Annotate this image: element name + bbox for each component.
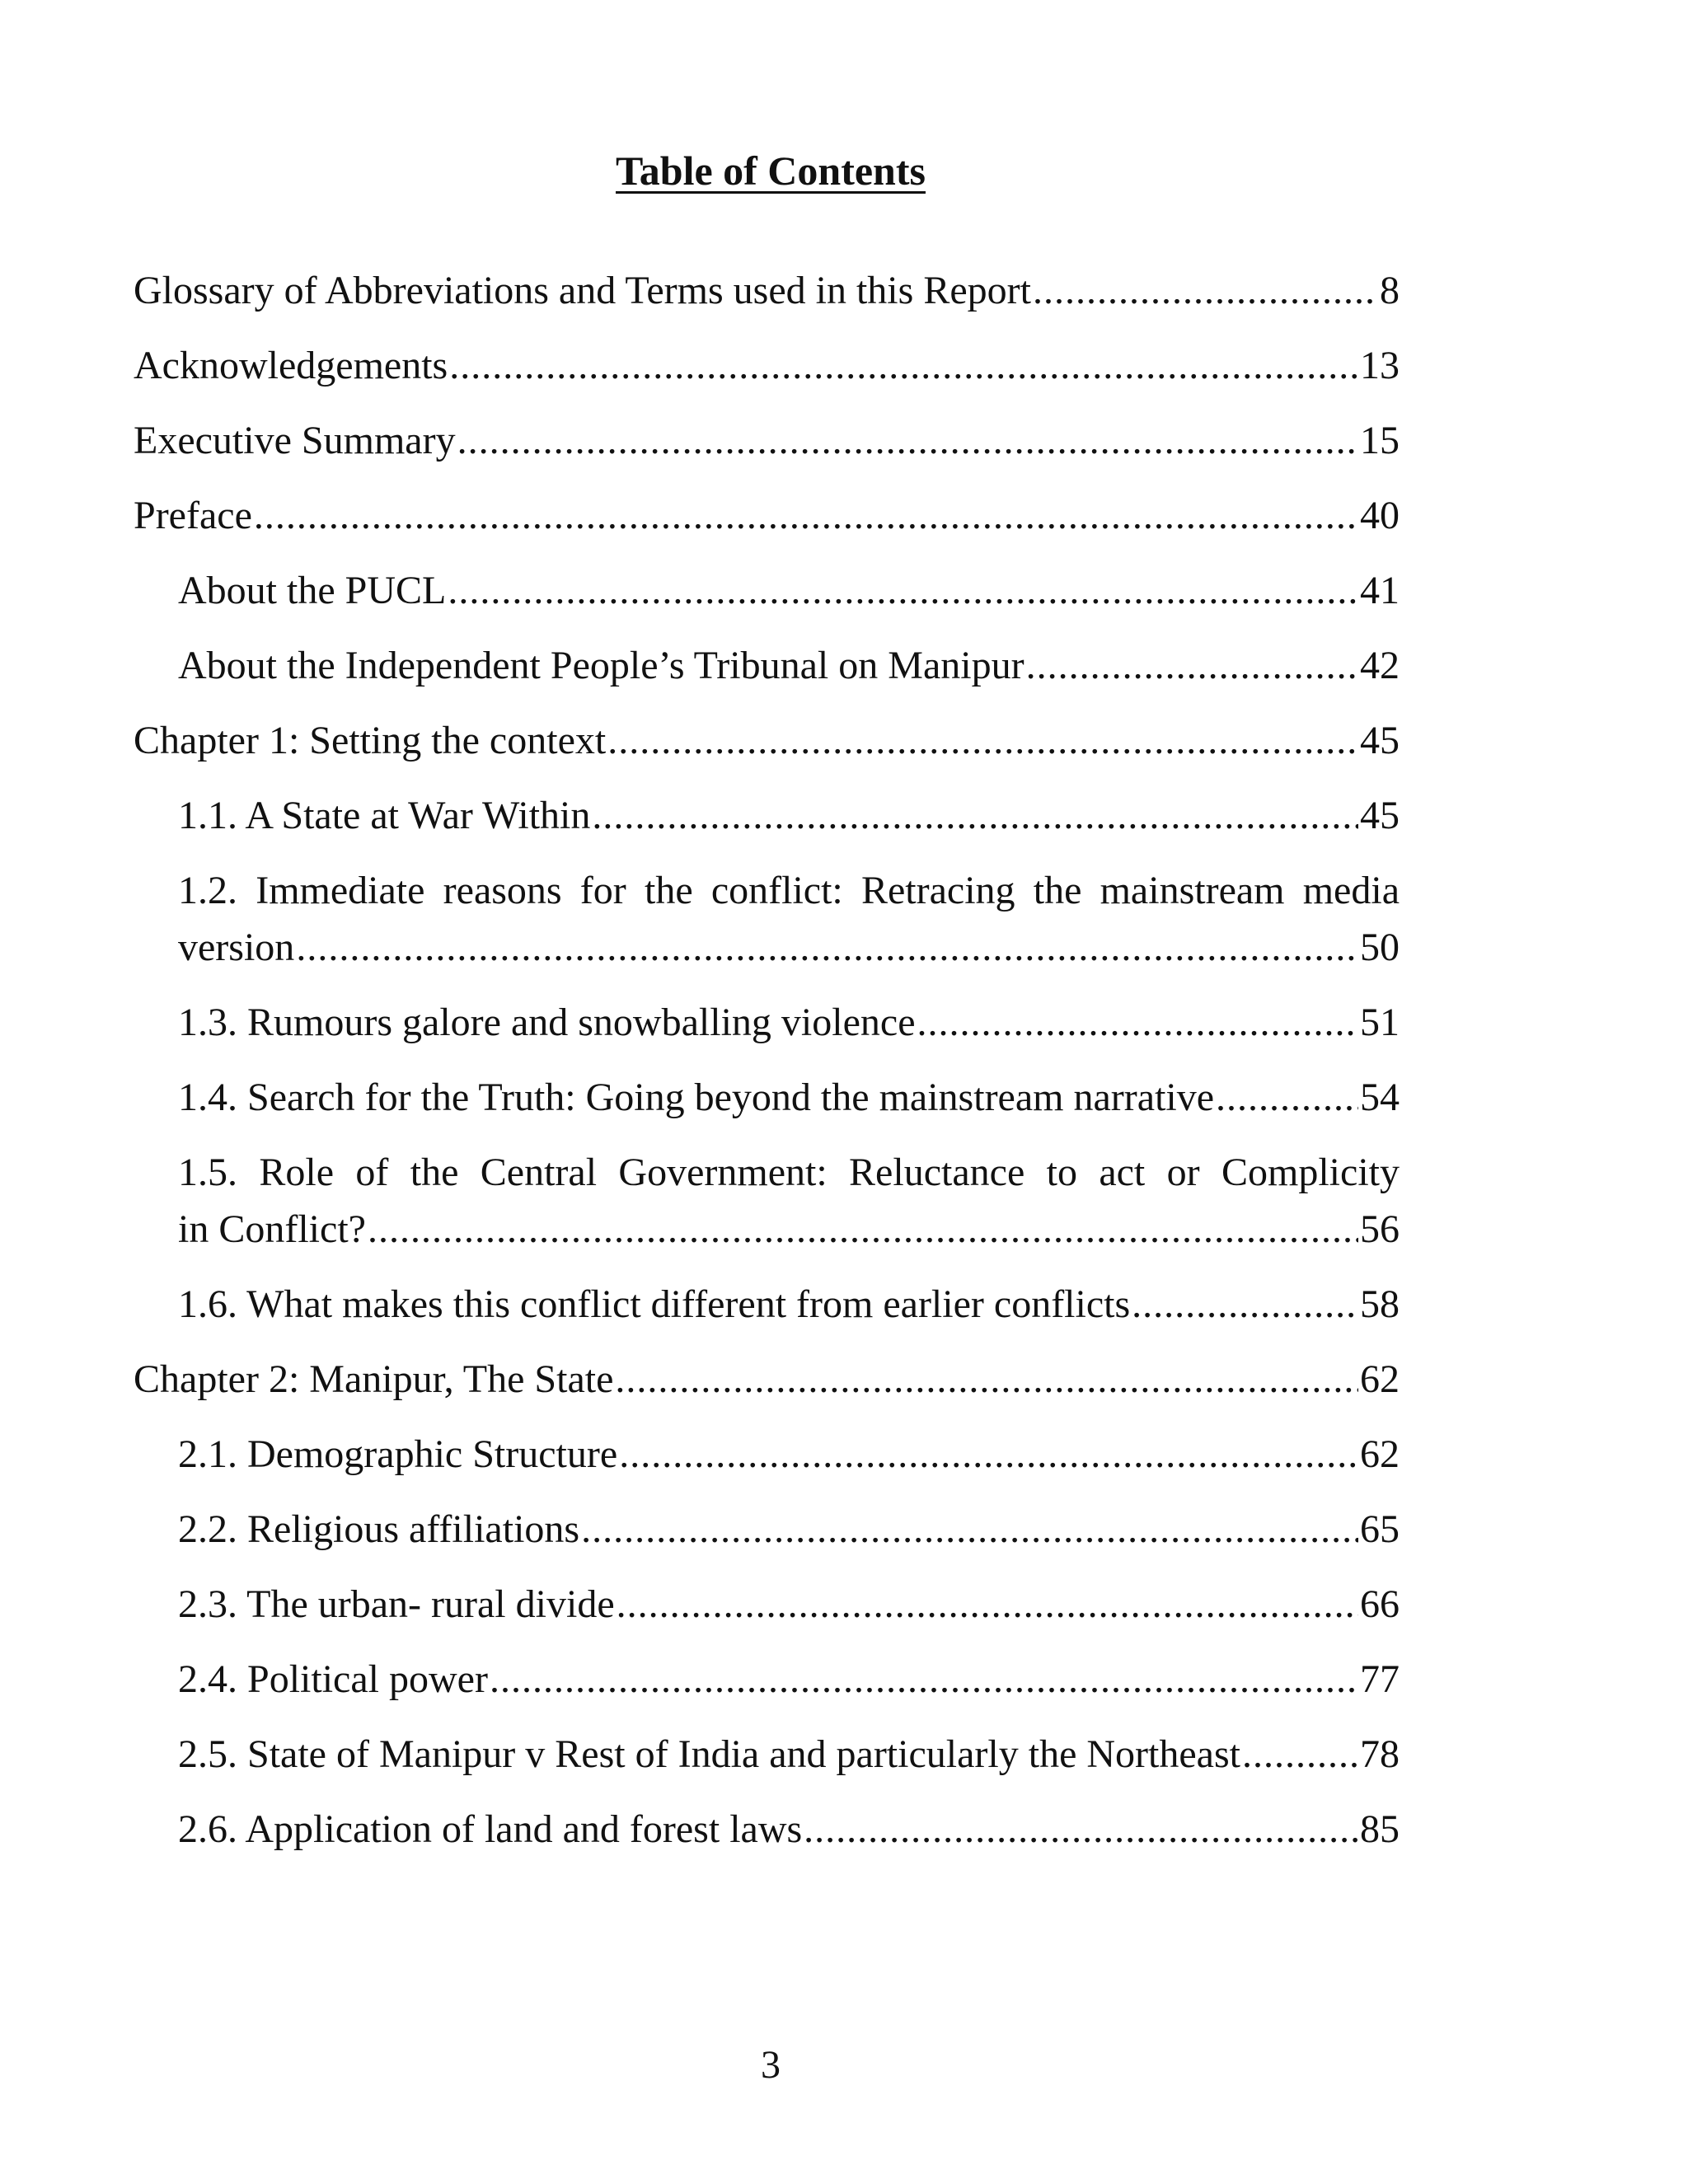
toc-entry-text: 2.1. Demographic Structure <box>178 1432 618 1476</box>
dot-leader <box>804 1801 1358 1858</box>
toc-entry-glossary[interactable] <box>134 262 1400 319</box>
toc-entry-first-line: 1.2. Immediate reasons for the conflict: Retracing the mainstream media <box>178 869 1400 912</box>
dot-leader <box>1132 1276 1358 1333</box>
toc-entry-2-4[interactable] <box>134 1651 1400 1708</box>
toc-page-number: 50 <box>1360 926 1400 969</box>
toc-page-number: 66 <box>1360 1582 1400 1626</box>
toc-page-number: 8 <box>1380 269 1400 312</box>
toc-entry-text: 2.2. Religious affiliations <box>178 1507 580 1551</box>
dot-leader <box>296 919 1358 976</box>
dot-leader <box>1026 637 1358 694</box>
toc-page-number: 40 <box>1360 494 1400 537</box>
toc-page-number: 65 <box>1360 1507 1400 1551</box>
toc-entry-1-6[interactable] <box>134 1276 1400 1333</box>
toc-entry-text: 1.3. Rumours galore and snowballing violence <box>178 1001 916 1044</box>
toc-page-number: 41 <box>1360 569 1400 612</box>
toc-entry-text: About the PUCL <box>178 569 447 612</box>
toc-list <box>134 262 1400 1876</box>
dot-leader <box>617 1576 1358 1633</box>
toc-entry-text: 1.4. Search for the Truth: Going beyond the mainstream narrative <box>178 1076 1215 1119</box>
dot-leader <box>457 412 1358 469</box>
toc-entry-text: 1.6. What makes this conflict different from earlier conflicts <box>178 1282 1131 1326</box>
toc-entry-text: Preface <box>134 494 252 537</box>
dot-leader <box>254 487 1358 544</box>
toc-title: Table of Contents <box>616 148 926 194</box>
toc-page-number: 58 <box>1360 1282 1400 1326</box>
dot-leader <box>448 562 1358 619</box>
toc-page-number: 45 <box>1360 719 1400 762</box>
toc-page-number: 77 <box>1360 1657 1400 1701</box>
toc-entry-about-pucl[interactable] <box>134 562 1400 619</box>
toc-entry-2-2[interactable] <box>134 1501 1400 1558</box>
toc-entry-text: Glossary of Abbreviations and Terms used in this Report <box>134 269 1031 312</box>
toc-entry-text: version <box>178 926 295 969</box>
toc-page-number: 78 <box>1360 1732 1400 1776</box>
dot-leader <box>619 1426 1358 1483</box>
toc-entry-text: in Conflict? <box>178 1207 366 1251</box>
toc-page-number: 15 <box>1360 419 1400 462</box>
toc-entry-about-tribunal[interactable] <box>134 637 1400 694</box>
toc-entry-2-5[interactable] <box>134 1726 1400 1783</box>
dot-leader <box>368 1201 1358 1258</box>
toc-page-number: 56 <box>1360 1207 1400 1251</box>
toc-page-number: 62 <box>1360 1357 1400 1401</box>
toc-entry-text: Executive Summary <box>134 419 456 462</box>
toc-entry-1-4[interactable] <box>134 1069 1400 1126</box>
dot-leader <box>1033 262 1378 319</box>
toc-entry-chapter-1[interactable] <box>134 712 1400 769</box>
dot-leader <box>1216 1069 1358 1126</box>
dot-leader <box>449 337 1358 394</box>
toc-entry-text: 2.6. Application of land and forest laws <box>178 1807 803 1851</box>
toc-entry-preface[interactable] <box>134 487 1400 544</box>
dot-leader <box>1242 1726 1358 1783</box>
toc-entry-text: Chapter 1: Setting the context <box>134 719 607 762</box>
toc-entry-2-6[interactable] <box>134 1801 1400 1858</box>
toc-entry-2-3[interactable] <box>134 1576 1400 1633</box>
toc-entry-first-line: 1.5. Role of the Central Government: Reluctance to act or Complicity <box>178 1151 1400 1194</box>
toc-page-number: 51 <box>1360 1001 1400 1044</box>
toc-entry-executive-summary[interactable] <box>134 412 1400 469</box>
toc-page-number: 45 <box>1360 794 1400 837</box>
toc-entry-text: 2.5. State of Manipur v Rest of India and particularly the Northeast <box>178 1732 1240 1776</box>
toc-entry-text: 2.4. Political power <box>178 1657 488 1701</box>
dot-leader <box>490 1651 1358 1708</box>
toc-entry-text: About the Independent People’s Tribunal on Manipur <box>178 644 1025 687</box>
toc-entry-acknowledgements[interactable] <box>134 337 1400 394</box>
page-number: 3 <box>761 2043 781 2087</box>
toc-entry-2-1[interactable] <box>134 1426 1400 1483</box>
dot-leader <box>607 712 1358 769</box>
dot-leader <box>592 787 1358 844</box>
toc-entry-1-1[interactable] <box>134 787 1400 844</box>
toc-entry-1-5[interactable] <box>134 1144 1400 1258</box>
toc-page-number: 13 <box>1360 344 1400 387</box>
toc-page-number: 42 <box>1360 644 1400 687</box>
toc-entry-text: 1.1. A State at War Within <box>178 794 591 837</box>
toc-entry-text: Acknowledgements <box>134 344 448 387</box>
toc-entry-1-3[interactable] <box>134 994 1400 1051</box>
toc-page-number: 54 <box>1360 1076 1400 1119</box>
toc-entry-text: Chapter 2: Manipur, The State <box>134 1357 614 1401</box>
dot-leader <box>917 994 1359 1051</box>
toc-page-number: 62 <box>1360 1432 1400 1476</box>
toc-entry-chapter-2[interactable] <box>134 1351 1400 1408</box>
toc-entry-1-2[interactable] <box>134 862 1400 976</box>
toc-entry-text: 2.3. The urban- rural divide <box>178 1582 615 1626</box>
dot-leader <box>581 1501 1358 1558</box>
toc-page-number: 85 <box>1360 1807 1400 1851</box>
dot-leader <box>615 1351 1358 1408</box>
